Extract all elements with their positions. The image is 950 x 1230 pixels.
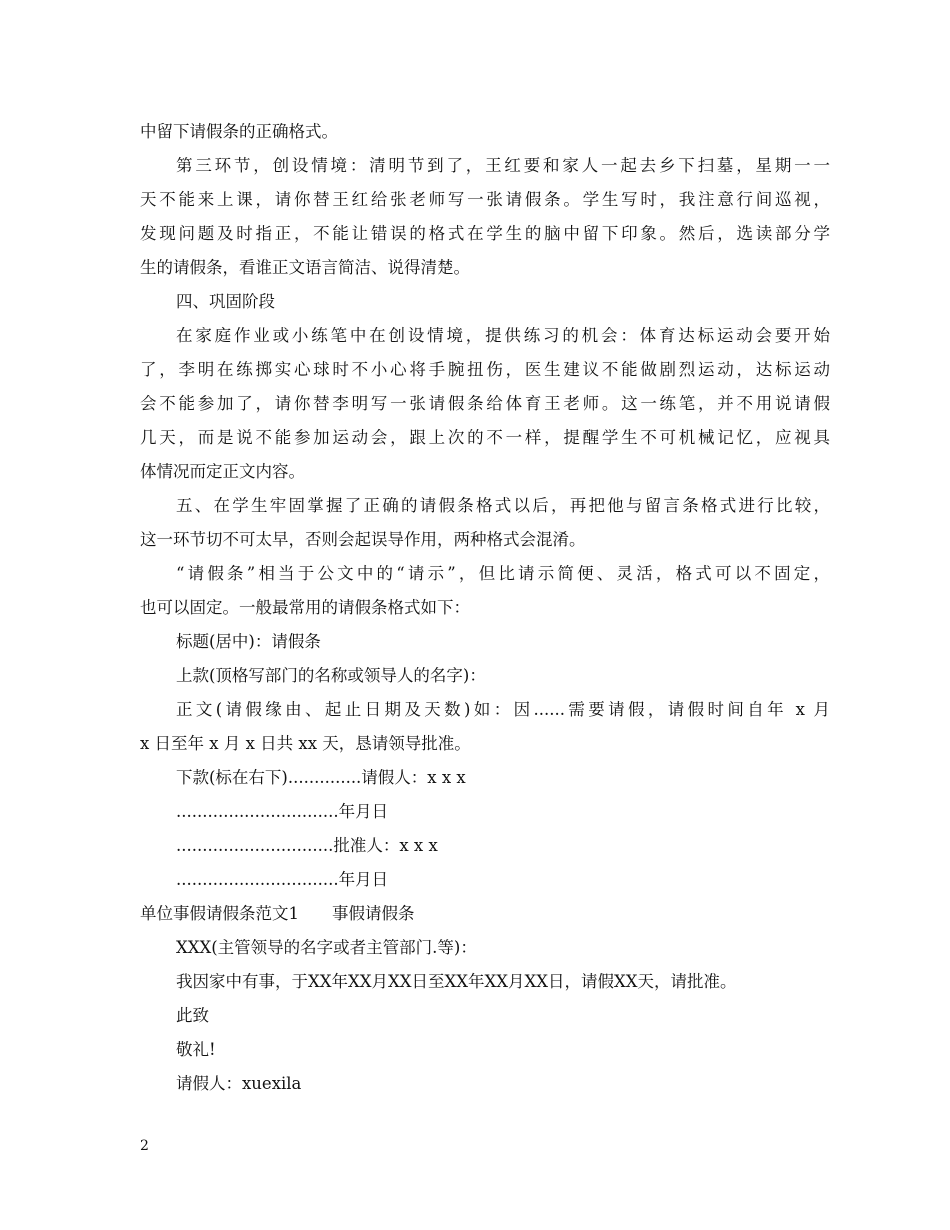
paragraph-line: 在家庭作业或小练笔中在创设情境，提供练习的机会：体育达标运动会要开始 xyxy=(176,326,830,345)
format-item-body: 正文(请假缘由、起止日期及天数)如：因......需要请假，请假时间自年 x 月 xyxy=(176,700,830,719)
paragraph-line: 生的请假条，看谁正文语言简洁、说得清楚。 xyxy=(140,258,470,277)
paragraph-line: 也可以固定。一般最常用的请假条格式如下： xyxy=(140,598,470,617)
format-item-salutation: 上款(顶格写部门的名称或领导人的名字)： xyxy=(176,666,486,685)
format-item-approver: ..............................批准人：x x x xyxy=(176,836,438,855)
page-number: 2 xyxy=(140,1138,149,1154)
sample-regards: 敬礼! xyxy=(176,1040,216,1059)
format-item-body-cont: x 日至年 x 月 x 日共 xx 天，恳请领导批准。 xyxy=(140,734,471,753)
sample-signature: 请假人：xuexila xyxy=(176,1074,302,1093)
document-body xyxy=(140,115,830,1101)
paragraph-line: 这一环节切不可太早，否则会起误导作用，两种格式会混淆。 xyxy=(140,530,586,549)
paragraph-line: 几天，而是说不能参加运动会，跟上次的不一样，提醒学生不可机械记忆，应视具 xyxy=(140,428,830,447)
format-item-date: ...............................年月日 xyxy=(176,802,389,821)
paragraph-line: 了，李明在练掷实心球时不小心将手腕扭伤，医生建议不能做剧烈运动，达标运动 xyxy=(140,360,830,379)
format-item-date: ...............................年月日 xyxy=(176,870,389,889)
section-heading: 四、巩固阶段 xyxy=(176,292,275,311)
paragraph-line: 发现问题及时指正，不能让错误的格式在学生的脑中留下印象。然后，选读部分学 xyxy=(140,224,830,243)
paragraph-line: 体情况而定正文内容。 xyxy=(140,462,305,481)
format-item-signature: 下款(标在右下)..............请假人：x x x xyxy=(176,768,466,787)
paragraph-line: 五、在学生牢固掌握了正确的请假条格式以后，再把他与留言条格式进行比较， xyxy=(176,496,830,515)
sample-salutation: XXX(主管领导的名字或者主管部门.等)： xyxy=(176,938,477,957)
format-item-title: 标题(居中)：请假条 xyxy=(176,632,321,651)
sample-heading: 单位事假请假条范文1 事假请假条 xyxy=(140,904,415,923)
sample-body: 我因家中有事，于XX年XX月XX日至XX年XX月XX日，请假XX天，请批准。 xyxy=(176,972,737,991)
sample-closing: 此致 xyxy=(176,1006,209,1025)
paragraph-line: 第三环节，创设情境：清明节到了，王红要和家人一起去乡下扫墓，星期一一 xyxy=(176,156,830,175)
paragraph-line: 中留下请假条的正确格式。 xyxy=(140,122,338,141)
paragraph-line: “请假条”相当于公文中的“请示”，但比请示简便、灵活，格式可以不固定， xyxy=(176,564,830,583)
paragraph-line: 会不能参加了，请你替李明写一张请假条给体育王老师。这一练笔，并不用说请假 xyxy=(140,394,830,413)
paragraph-line: 天不能来上课，请你替王红给张老师写一张请假条。学生写时，我注意行间巡视， xyxy=(140,190,830,209)
